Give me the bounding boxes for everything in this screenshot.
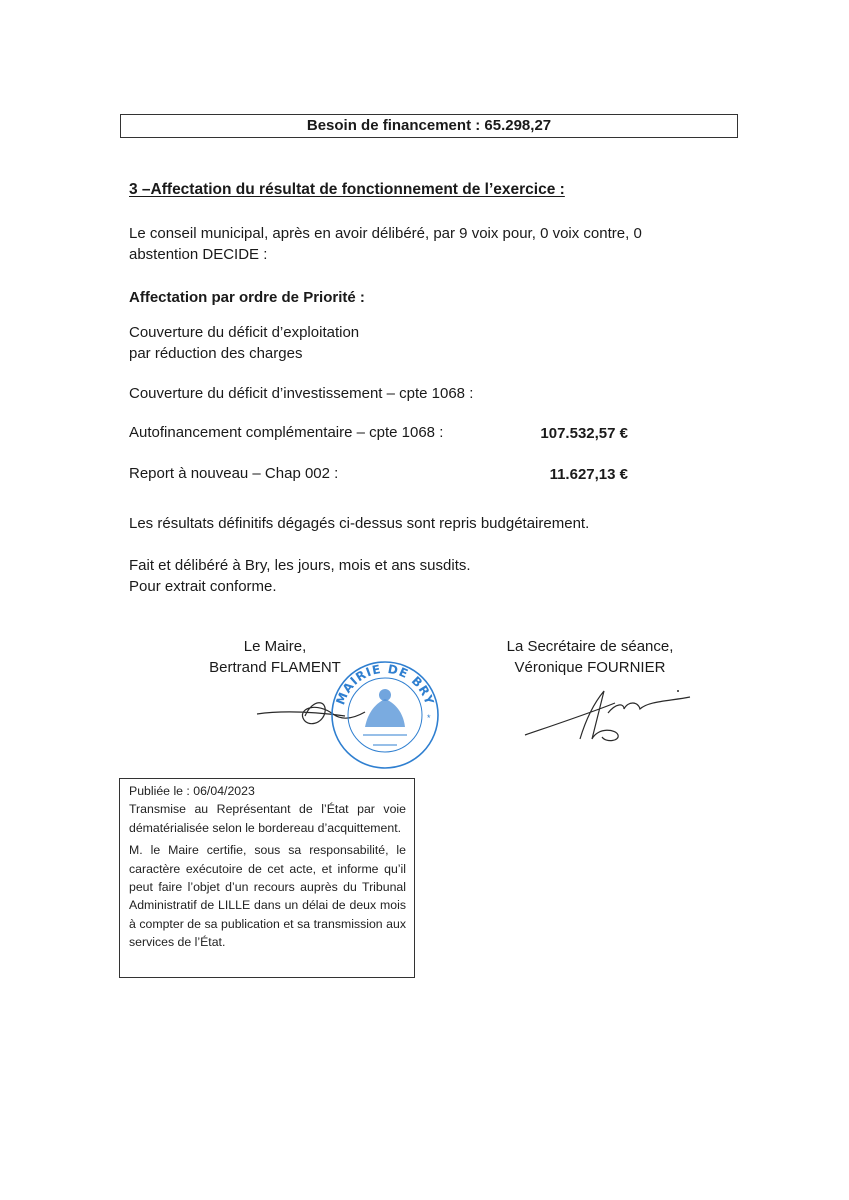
certification-note: M. le Maire certifie, sous sa responsabilité, le caractère exécutoire de cet acte, et informe qu’il peut faire l’objet d’un recours auprès du Tribunal Administratif de LILLE dans un délai de deux mois à compter de sa publication et sa transmission aux services de l’État. (129, 843, 406, 950)
results-note: Les résultats définitifs dégagés ci-dessus sont repris budgétairement. (129, 515, 590, 532)
priority-heading: Affectation par ordre de Priorité : (129, 289, 365, 306)
council-decision-line2: abstention DECIDE : (129, 246, 268, 263)
publication-date: Publiée le : 06/04/2023 (129, 784, 255, 798)
deficit-investissement: Couverture du déficit d’investissement – cpte 1068 : (129, 385, 474, 402)
deficit-exploitation-line1: Couverture du déficit d’exploitation (129, 324, 360, 341)
closing-line2: Pour extrait conforme. (129, 578, 277, 595)
secretary-name: Véronique FOURNIER (514, 659, 666, 676)
autofinancement-amount: 107.532,57 € (540, 425, 628, 442)
financing-need-box (120, 114, 738, 138)
secretary-title: La Secrétaire de séance, (506, 638, 674, 655)
transmission-note: Transmise au Représentant de l’État par voie dématérialisée selon le bordereau d’acquittement. (129, 802, 406, 835)
report-amount: 11.627,13 € (549, 466, 628, 483)
mairie-stamp-text (325, 655, 445, 775)
report-label: Report à nouveau – Chap 002 : (129, 465, 339, 482)
closing-line1: Fait et délibéré à Bry, les jours, mois et ans susdits. (129, 557, 471, 574)
autofinancement-label: Autofinancement complémentaire – cpte 1068 : (129, 424, 444, 441)
mayor-name: Bertrand FLAMENT (209, 659, 341, 676)
secretary-signature (520, 683, 700, 743)
svg-text:MAIRIE DE BRY (333, 662, 436, 707)
stamp-label: MAIRIE DE BRY (333, 661, 437, 708)
mayor-title: Le Maire, (243, 638, 307, 655)
svg-text:*: * (427, 713, 431, 723)
publication-box (119, 778, 415, 978)
council-decision-line1: Le conseil municipal, après en avoir délibéré, par 9 voix pour, 0 voix contre, 0 (129, 225, 642, 242)
financing-need-text: Besoin de financement : 65.298,27 (306, 117, 552, 134)
section-title: 3 –Affectation du résultat de fonctionnement de l’exercice : (129, 181, 565, 198)
deficit-exploitation-line2: par réduction des charges (129, 345, 303, 362)
